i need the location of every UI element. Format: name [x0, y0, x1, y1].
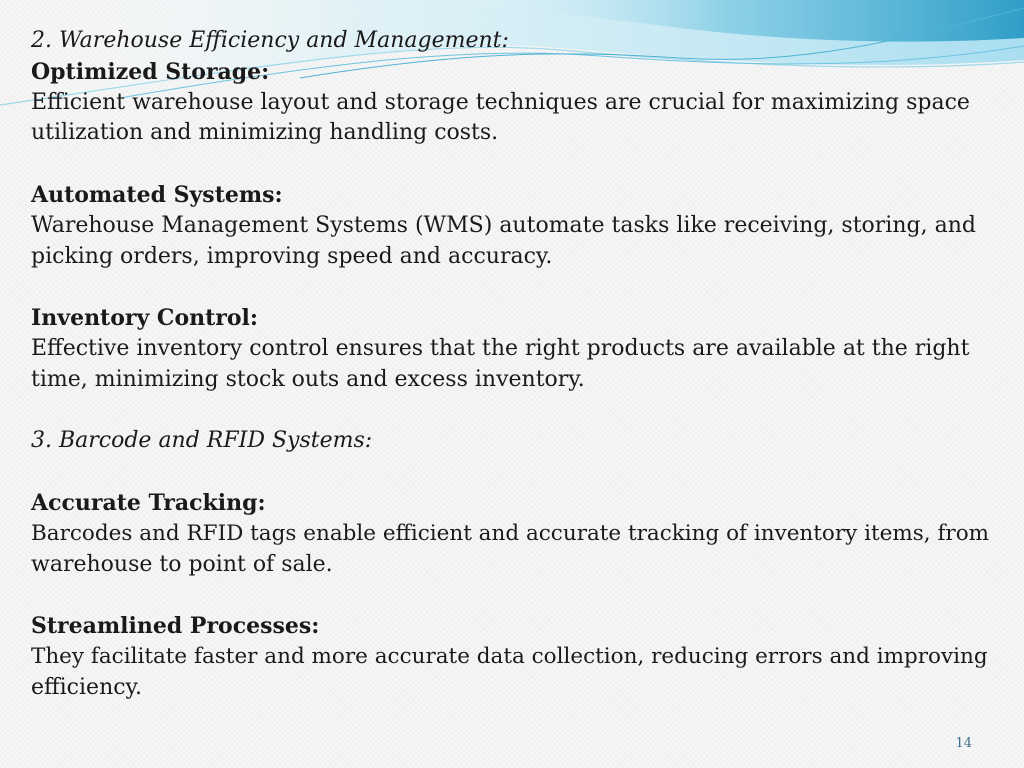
streamlined-processes-text-line-2: efficiency.: [31, 674, 143, 700]
spacer: [31, 396, 1001, 427]
streamlined-processes-text-line-1: They facilitate faster and more accurate data collection, reducing errors and improving: [31, 643, 988, 669]
spacer: [31, 149, 1001, 180]
optimized-storage-text-line-2: utilization and minimizing handling costs.: [31, 120, 499, 146]
section-3-title: 3. Barcode and RFID Systems:: [31, 428, 373, 454]
spacer: [31, 580, 1001, 611]
automated-systems-text-line-2: picking orders, improving speed and accuracy.: [31, 243, 553, 269]
streamlined-processes-heading: Streamlined Processes:: [31, 613, 320, 640]
accurate-tracking-text-line-1: Barcodes and RFID tags enable efficient and accurate tracking of inventory items, from: [31, 520, 990, 546]
page-number: 14: [955, 736, 972, 751]
section-2-title: 2. Warehouse Efficiency and Management:: [31, 28, 509, 53]
accurate-tracking-heading: Accurate Tracking:: [31, 489, 266, 516]
optimized-storage-text-line-1: Efficient warehouse layout and storage techniques are crucial for maximizing space: [31, 89, 970, 115]
inventory-control-text-line-1: Effective inventory control ensures that the right products are available at the right: [31, 335, 970, 361]
automated-systems-heading: Automated Systems:: [31, 181, 283, 208]
inventory-control-heading: Inventory Control:: [31, 305, 259, 332]
accurate-tracking-text-line-2: warehouse to point of sale.: [31, 551, 333, 577]
spacer: [31, 272, 1001, 303]
optimized-storage-heading: Optimized Storage:: [31, 58, 270, 85]
automated-systems-text-line-1: Warehouse Management Systems (WMS) automate tasks like receiving, storing, and: [31, 212, 976, 238]
spacer: [31, 457, 1001, 488]
inventory-control-text-line-2: time, minimizing stock outs and excess inventory.: [31, 366, 585, 392]
slide-body: [31, 26, 1001, 704]
